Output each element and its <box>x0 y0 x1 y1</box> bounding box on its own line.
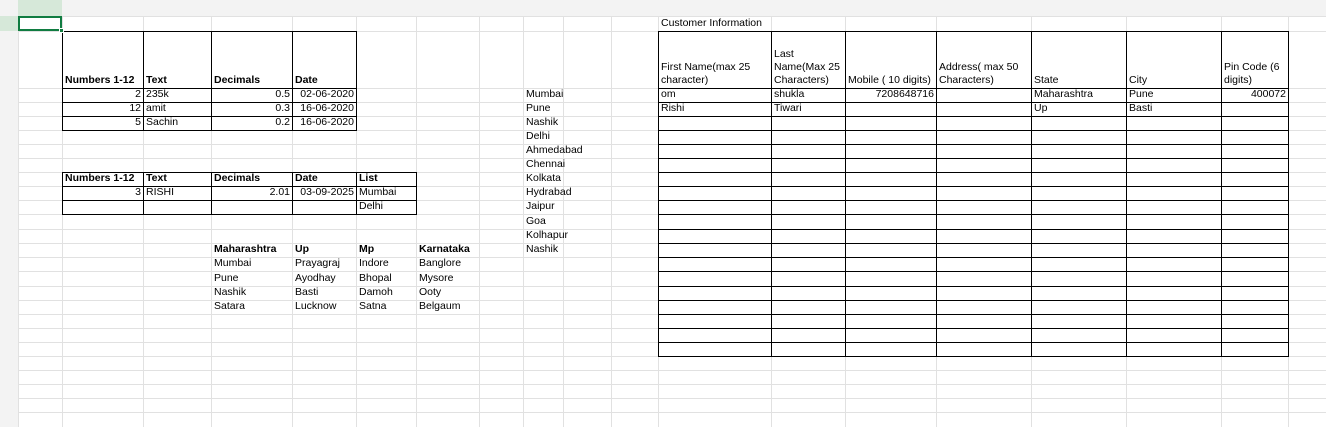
city-cell: Nashik <box>526 243 559 255</box>
column-header-H[interactable] <box>479 0 523 16</box>
table-border-h <box>658 200 1289 201</box>
states-header: Maharashtra <box>214 243 277 255</box>
table2-cell: 2.01 <box>269 186 290 198</box>
row-header-1[interactable] <box>0 16 18 31</box>
column-header-Q[interactable] <box>1126 0 1221 16</box>
customer-cell: Up <box>1034 102 1048 114</box>
table2-header: Decimals <box>214 172 261 184</box>
gridline-horizontal <box>0 370 1326 371</box>
states-cell: Damoh <box>359 286 393 298</box>
customer-cell: 7208648716 <box>875 88 934 100</box>
customer-cell: om <box>661 88 676 100</box>
table1-cell: 16-06-2020 <box>300 116 354 128</box>
city-cell: Goa <box>526 215 546 227</box>
row-header-2[interactable] <box>0 31 18 88</box>
states-header: Karnataka <box>419 243 470 255</box>
table2-cell <box>144 200 211 213</box>
table-border-h <box>658 257 1289 258</box>
states-cell: Prayagraj <box>295 257 340 269</box>
table2-cell: 3 <box>135 186 141 198</box>
table-border-h <box>62 214 417 215</box>
table1-cell: amit <box>146 102 166 114</box>
table-border-h <box>658 158 1289 159</box>
table1-cell: 2 <box>135 88 141 100</box>
states-cell: Mumbai <box>214 257 252 269</box>
table2-header: List <box>359 172 378 184</box>
table1-header: Text <box>146 74 167 86</box>
table-border-h <box>658 314 1289 315</box>
table-border-h <box>658 116 1289 117</box>
row-header-23[interactable] <box>0 370 18 384</box>
table-border-h <box>658 130 1289 131</box>
customer-cell: Tiwari <box>774 102 802 114</box>
table2-cell: Mumbai <box>359 186 397 198</box>
table1-cell: 0.3 <box>275 102 290 114</box>
customer-header: City <box>1129 74 1148 86</box>
table2-cell: Delhi <box>359 200 383 212</box>
states-cell: Basti <box>295 286 319 298</box>
table1-cell: 0.2 <box>275 116 290 128</box>
column-header-J[interactable] <box>563 0 611 16</box>
row-header-24[interactable] <box>0 384 18 398</box>
active-cell-cursor[interactable] <box>18 16 62 31</box>
customer-cell: shukla <box>774 88 805 100</box>
city-cell: Mumbai <box>526 88 564 100</box>
customer-title: Customer Information <box>661 17 762 29</box>
column-header-L[interactable] <box>658 0 771 16</box>
customer-cell <box>846 102 936 115</box>
row-header-18[interactable] <box>0 300 18 314</box>
table-border-h <box>658 356 1289 357</box>
table-border-h <box>658 271 1289 272</box>
states-cell: Ayodhay <box>295 272 336 284</box>
gridline-horizontal <box>0 398 1326 399</box>
row-header-4[interactable] <box>0 102 18 116</box>
table-border-h <box>658 172 1289 173</box>
city-cell: Chennai <box>526 158 566 170</box>
column-header-F[interactable] <box>356 0 416 16</box>
row-header-3[interactable] <box>0 88 18 102</box>
column-header-S[interactable] <box>1288 0 1326 16</box>
row-header-11[interactable] <box>0 200 18 214</box>
table2-cell <box>293 200 356 213</box>
row-header-21[interactable] <box>0 342 18 356</box>
customer-cell: Pune <box>1129 88 1154 100</box>
customer-header: Pin Code (6 digits) <box>1224 61 1280 86</box>
table-border-h <box>658 214 1289 215</box>
table-border-h <box>658 186 1289 187</box>
row-header-15[interactable] <box>0 257 18 271</box>
customer-cell <box>1222 102 1288 115</box>
customer-cell: Rishi <box>661 102 685 114</box>
states-cell: Banglore <box>419 257 462 269</box>
customer-header: Address( max 50 Characters) <box>939 61 1019 86</box>
column-header-P[interactable] <box>1031 0 1126 16</box>
table2-cell <box>212 200 292 213</box>
table-border-h <box>658 243 1289 244</box>
customer-cell: Basti <box>1129 102 1153 114</box>
row-header-22[interactable] <box>0 356 18 370</box>
table2-cell: 03-09-2025 <box>300 186 354 198</box>
table1-cell: 02-06-2020 <box>300 88 354 100</box>
column-header-A[interactable] <box>18 0 62 16</box>
states-cell: Satara <box>214 300 245 312</box>
city-cell: Nashik <box>526 116 559 128</box>
row-header-10[interactable] <box>0 186 18 200</box>
states-header: Mp <box>359 243 375 255</box>
gridline-horizontal <box>0 412 1326 413</box>
row-header-26[interactable] <box>0 412 18 427</box>
table1-header: Numbers 1-12 <box>65 74 135 86</box>
select-all-corner[interactable] <box>0 0 18 16</box>
table-border-v <box>356 31 357 131</box>
customer-cell <box>937 102 1031 115</box>
row-header-25[interactable] <box>0 398 18 412</box>
column-header-G[interactable] <box>416 0 479 16</box>
column-header-C[interactable] <box>143 0 211 16</box>
city-cell: Delhi <box>526 130 550 142</box>
table-border-h <box>658 144 1289 145</box>
row-header-14[interactable] <box>0 243 18 257</box>
states-cell: Ooty <box>419 286 442 298</box>
table-border-h <box>658 31 1289 32</box>
city-cell: Kolhapur <box>526 229 569 241</box>
column-header-N[interactable] <box>845 0 936 16</box>
column-header-D[interactable] <box>211 0 292 16</box>
table-border-h <box>658 300 1289 301</box>
city-cell: Kolkata <box>526 172 562 184</box>
table-border-v <box>1288 31 1289 357</box>
states-cell: Lucknow <box>295 300 337 312</box>
table1-cell: 12 <box>129 102 141 114</box>
table-border-h <box>62 31 357 32</box>
table1-header: Date <box>295 74 318 86</box>
customer-cell <box>937 88 1031 101</box>
city-cell: Pune <box>526 102 551 114</box>
row-header-5[interactable] <box>0 116 18 130</box>
column-header-K[interactable] <box>611 0 658 16</box>
states-cell: Pune <box>214 272 239 284</box>
table1-cell: 5 <box>135 116 141 128</box>
row-header-12[interactable] <box>0 214 18 229</box>
states-header: Up <box>295 243 309 255</box>
row-header-19[interactable] <box>0 314 18 328</box>
states-cell: Mysore <box>419 272 454 284</box>
row-header-8[interactable] <box>0 158 18 172</box>
states-cell: Belgaum <box>419 300 461 312</box>
table1-cell: Sachin <box>146 116 179 128</box>
column-header-E[interactable] <box>292 0 356 16</box>
city-cell: Hydrabad <box>526 186 572 198</box>
row-header-16[interactable] <box>0 271 18 286</box>
customer-header: Last Name(Max 25 Characters) <box>774 48 840 86</box>
states-cell: Indore <box>359 257 389 269</box>
column-header-O[interactable] <box>936 0 1031 16</box>
table-border-h <box>658 229 1289 230</box>
table2-cell: RISHI <box>146 186 175 198</box>
customer-header: State <box>1034 74 1059 86</box>
column-header-B[interactable] <box>62 0 143 16</box>
row-header-6[interactable] <box>0 130 18 144</box>
states-cell: Satna <box>359 300 387 312</box>
gridline-horizontal <box>0 384 1326 385</box>
table2-header: Text <box>146 172 167 184</box>
city-cell: Jaipur <box>526 200 555 212</box>
customer-header: Mobile ( 10 digits) <box>848 74 931 86</box>
column-header-R[interactable] <box>1221 0 1288 16</box>
table2-header: Date <box>295 172 318 184</box>
table1-header: Decimals <box>214 74 261 86</box>
table1-cell: 235k <box>146 88 169 100</box>
row-header-20[interactable] <box>0 328 18 342</box>
states-cell: Bhopal <box>359 272 392 284</box>
row-header-13[interactable] <box>0 229 18 243</box>
table-border-v <box>416 172 417 215</box>
table-border-h <box>658 342 1289 343</box>
table1-cell: 0.5 <box>275 88 290 100</box>
customer-cell: 400072 <box>1250 88 1286 100</box>
table-border-h <box>658 286 1289 287</box>
table-border-h <box>62 130 357 131</box>
column-header-M[interactable] <box>771 0 845 16</box>
customer-cell: Maharashtra <box>1034 88 1093 100</box>
table1-cell: 16-06-2020 <box>300 102 354 114</box>
states-cell: Nashik <box>214 286 247 298</box>
customer-header: First Name(max 25 character) <box>661 61 751 86</box>
fill-handle[interactable] <box>59 28 64 33</box>
table2-cell <box>63 200 143 213</box>
city-cell: Ahmedabad <box>526 144 583 156</box>
table-border-h <box>658 328 1289 329</box>
row-header-9[interactable] <box>0 172 18 186</box>
column-header-I[interactable] <box>523 0 563 16</box>
row-header-7[interactable] <box>0 144 18 158</box>
table2-header: Numbers 1-12 <box>65 172 135 184</box>
row-header-17[interactable] <box>0 286 18 300</box>
